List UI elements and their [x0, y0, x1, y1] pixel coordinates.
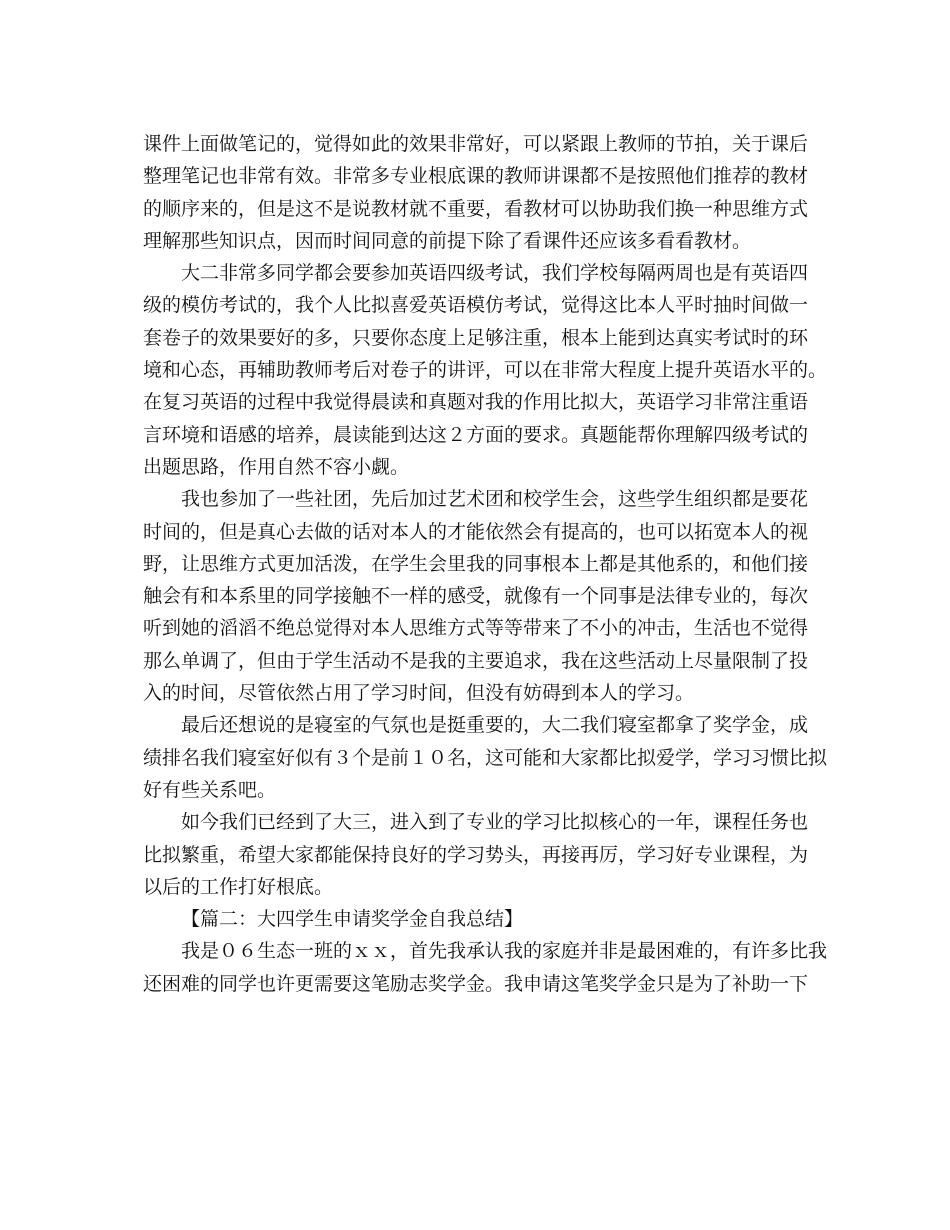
text-line: 的顺序来的，但是这不是说教材就不重要，看教材可以协助我们换一种思维方式 [143, 197, 809, 220]
text-line: 课件上面做笔记的，觉得如此的效果非常好，可以紧跟上教师的节拍，关于课后 [143, 133, 809, 155]
text-line: 整理笔记也非常有效。非常多专业根底课的教师讲课都不是按照他们推荐的教材 [143, 165, 809, 188]
text-line: 好有些关系吧。 [143, 778, 277, 801]
text-line: 出题思路，作用自然不容小觑。 [143, 455, 410, 478]
text-line: 理解那些知识点，因而时间同意的前提下除了看课件还应该多看看教材。 [143, 229, 752, 252]
text-line: 还困难的同学也许更需要这笔励志奖学金。我申请这笔奖学金只是为了补助一下 [143, 972, 809, 995]
text-line: 最后还想说的是寝室的气氛也是挺重要的，大二我们寝室都拿了奖学金，成 [181, 714, 809, 737]
paragraph [143, 128, 823, 257]
paragraph [143, 257, 828, 483]
text-line: 级的模仿考试的，我个人比拟喜爱英语模仿考试，觉得这比本人平时抽时间做一 [143, 294, 809, 317]
text-line: 我是０６生态一班的ｘｘ，首先我承认我的家庭并非是最困难的，有许多比我 [181, 940, 828, 963]
text-line: 【篇二：大四学生申请奖学金自我总结】 [181, 908, 524, 931]
text-line: 触会有和本系里的同学接触不一样的感受，就像有一个同事是法律专业的，每次 [143, 585, 809, 608]
text-line: 比拟繁重，希望大家都能保持良好的学习势头，再接再厉，学习好专业课程，为 [143, 843, 809, 866]
text-line: 以后的工作打好根底。 [143, 875, 334, 898]
text-line: 套卷子的效果要好的多，只要你态度上足够注重，根本上能到达真实考试时的环 [143, 326, 809, 349]
text-line: 在复习英语的过程中我觉得晨读和真题对我的作用比拟大，英语学习非常注重语 [143, 391, 809, 414]
paragraph [143, 483, 823, 709]
text-line: 入的时间，尽管依然占用了学习时间，但没有妨碍到本人的学习。 [143, 682, 695, 705]
document-body [143, 128, 828, 1000]
text-line: 那么单调了，但由于学生活动不是我的主要追求，我在这些活动上尽量限制了投 [143, 649, 809, 672]
text-line: 言环境和语感的培养，晨读能到达这２方面的要求。真题能帮你理解四级考试的 [143, 423, 809, 446]
text-line: 听到她的滔滔不绝总觉得对本人思维方式等等带来了不小的冲击，生活也不觉得 [143, 617, 809, 640]
text-line: 野，让思维方式更加活泼，在学生会里我的同事根本上都是其他系的，和他们接 [143, 552, 809, 575]
text-line: 我也参加了一些社团，先后加过艺术团和校学生会，这些学生组织都是要花 [181, 488, 809, 511]
paragraph [143, 935, 828, 1000]
section-heading [143, 903, 823, 935]
text-line: 时间的，但是真心去做的话对本人的才能依然会有提高的，也可以拓宽本人的视 [143, 520, 809, 543]
paragraph [143, 806, 823, 903]
text-line: 境和心态，再辅助教师考后对卷子的讲评，可以在非常大程度上提升英语水平的。 [143, 359, 828, 382]
paragraph [143, 709, 828, 806]
text-line: 如今我们已经到了大三，进入到了专业的学习比拟核心的一年，课程任务也 [181, 811, 809, 834]
text-line: 绩排名我们寝室好似有３个是前１０名，这可能和大家都比拟爱学，学习习惯比拟 [143, 746, 828, 769]
text-line: 大二非常多同学都会要参加英语四级考试，我们学校每隔两周也是有英语四 [181, 262, 809, 285]
